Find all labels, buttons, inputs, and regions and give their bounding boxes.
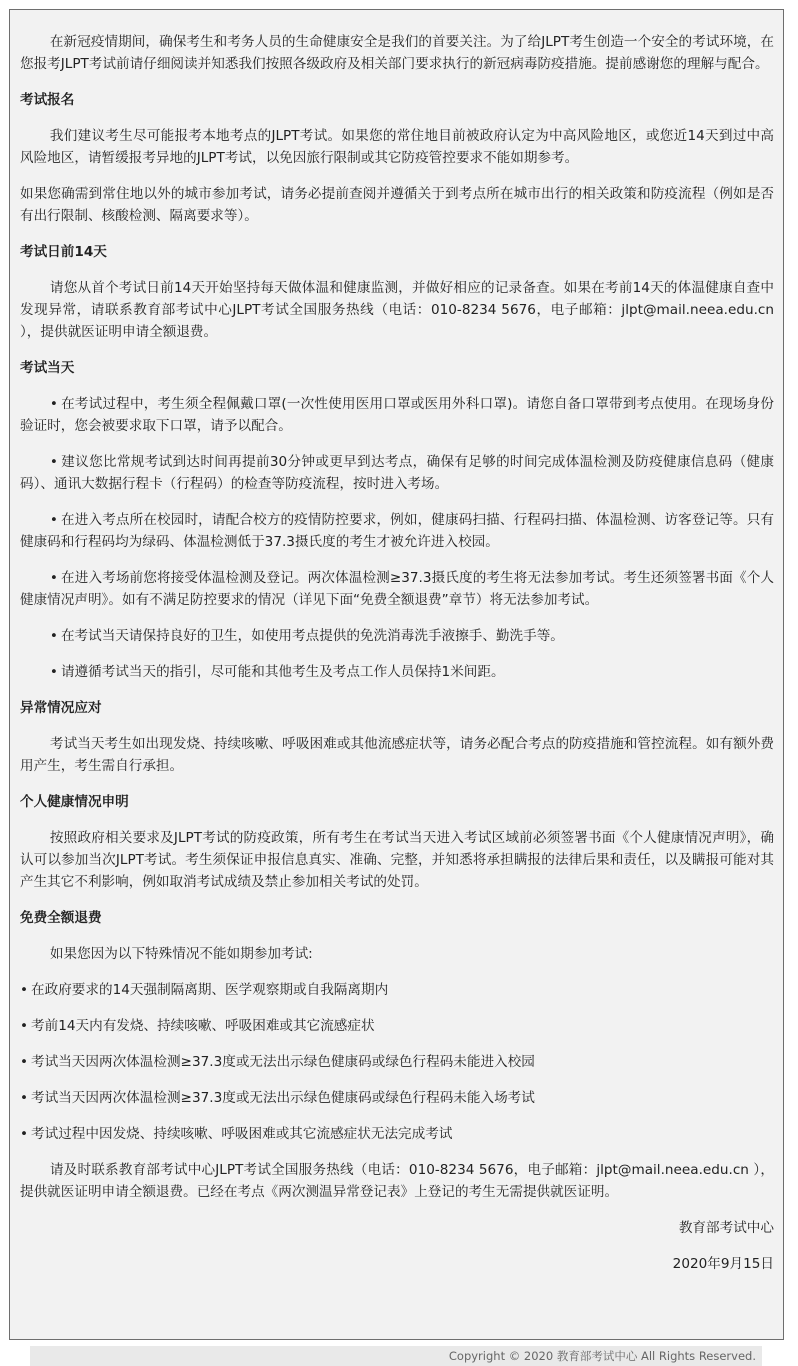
notice-content-box	[9, 9, 784, 1340]
section-heading-before-exam: 考试日前14天	[20, 244, 107, 260]
section-heading-abnormal: 异常情况应对	[20, 700, 102, 716]
refund-item	[20, 1123, 774, 1145]
refund-item-text: 考试当天因两次体温检测≥37.3度或无法出示绿色健康码或绿色行程码未能进入校园	[31, 1054, 535, 1070]
signature: 教育部考试中心	[678, 1220, 774, 1236]
bullet-icon: •	[20, 1018, 29, 1034]
exam-day-item-text: 请遵循考试当天的指引，尽可能和其他考生及考点工作人员保持1米间距。	[60, 664, 505, 680]
bullet-icon: •	[49, 512, 58, 528]
exam-day-item-text: 在考试过程中，考生须全程佩戴口罩(一次性使用医用口罩或医用外科口罩)。请您自备口罩带到考点使用。在现场身份验证时，您会被要求取下口罩，请予以配合。	[20, 396, 774, 434]
section-heading-health-declaration: 个人健康情况申明	[20, 794, 129, 810]
section-heading-refund: 免费全额退费	[20, 910, 102, 926]
exam-day-item	[20, 625, 774, 647]
exam-day-item	[20, 567, 774, 611]
registration-paragraph-1: 我们建议考生尽可能报考本地考点的JLPT考试。如果您的常住地目前被政府认定为中高风险地区，或您近14天到过中高风险地区，请暂缓报考异地的JLPT考试，以免因旅行限制或其它防疫管控要求不能如期参考。	[20, 128, 774, 166]
section-heading-exam-day: 考试当天	[20, 360, 75, 376]
refund-item-text: 考前14天内有发烧、持续咳嗽、呼吸困难或其它流感症状	[31, 1018, 375, 1034]
exam-day-item	[20, 451, 774, 495]
bullet-icon: •	[49, 454, 58, 470]
refund-item	[20, 1051, 774, 1073]
exam-day-item	[20, 509, 774, 553]
refund-item	[20, 1087, 774, 1109]
refund-item	[20, 1015, 774, 1037]
registration-paragraph-2: 如果您确需到常住地以外的城市参加考试，请务必提前查阅并遵循关于到考点所在城市出行的相关政策和防疫流程（例如是否有出行限制、核酸检测、隔离要求等）。	[20, 186, 774, 224]
abnormal-paragraph: 考试当天考生如出现发烧、持续咳嗽、呼吸困难或其他流感症状等，请务必配合考点的防疫措施和管控流程。如有额外费用产生，考生需自行承担。	[20, 736, 774, 774]
bullet-icon: •	[49, 664, 58, 680]
bullet-icon: •	[49, 628, 58, 644]
bullet-icon: •	[49, 570, 58, 586]
notice-date: 2020年9月15日	[672, 1256, 774, 1272]
refund-closing-paragraph: 请及时联系教育部考试中心JLPT考试全国服务热线（电话：010-8234 5676，电子邮箱：jlpt@mail.neea.edu.cn ），提供就医证明申请全额退费。已经在考点《两次测温异常登记表》上登记的考生无需提供就医证明。	[20, 1162, 774, 1200]
bullet-icon: •	[49, 396, 58, 412]
refund-item-text: 考试过程中因发烧、持续咳嗽、呼吸困难或其它流感症状无法完成考试	[31, 1126, 453, 1142]
before-exam-paragraph: 请您从首个考试日前14天开始坚持每天做体温和健康监测，并做好相应的记录备查。如果在考前14天的体温健康自查中发现异常，请联系教育部考试中心JLPT考试全国服务热线（电话：010-8234 5676，电子邮箱：jlpt@mail.neea.edu.cn ），提供就医证明申请全额退费。	[20, 280, 774, 340]
exam-day-item-text: 在考试当天请保持良好的卫生，如使用考点提供的免洗消毒洗手液擦手、勤洗手等。	[60, 628, 564, 644]
health-declaration-paragraph: 按照政府相关要求及JLPT考试的防疫政策，所有考生在考试当天进入考试区域前必须签署书面《个人健康情况声明》，确认可以参加当次JLPT考试。考生须保证申报信息真实、准确、完整，并知悉将承担瞒报的法律后果和责任，以及瞒报可能对其产生其它不利影响，例如取消考试成绩及禁止参加相关考试的处罚。	[20, 830, 774, 890]
exam-day-item	[20, 393, 774, 437]
section-heading-registration: 考试报名	[20, 92, 75, 108]
refund-item	[20, 979, 774, 1001]
bullet-icon: •	[20, 1090, 29, 1106]
bullet-icon: •	[20, 1054, 29, 1070]
exam-day-item	[20, 661, 774, 683]
refund-lead: 如果您因为以下特殊情况不能如期参加考试:	[49, 946, 313, 962]
bullet-icon: •	[20, 1126, 29, 1142]
intro-paragraph: 在新冠疫情期间，确保考生和考务人员的生命健康安全是我们的首要关注。为了给JLPT考生创造一个安全的考试环境，在您报考JLPT考试前请仔细阅读并知悉我们按照各级政府及相关部门要求执行的新冠病毒防疫措施。提前感谢您的理解与配合。	[20, 34, 774, 72]
refund-item-text: 在政府要求的14天强制隔离期、医学观察期或自我隔离期内	[31, 982, 389, 998]
footer-copyright: Copyright © 2020 教育部考试中心 All Rights Reserved.	[30, 1346, 762, 1366]
exam-day-item-text: 建议您比常规考试到达时间再提前30分钟或更早到达考点，确保有足够的时间完成体温检测及防疫健康信息码（健康码）、通讯大数据行程卡（行程码）的检查等防疫流程，按时进入考场。	[20, 454, 774, 492]
refund-item-text: 考试当天因两次体温检测≥37.3度或无法出示绿色健康码或绿色行程码未能入场考试	[31, 1090, 535, 1106]
exam-day-item-text: 在进入考点所在校园时，请配合校方的疫情防控要求，例如，健康码扫描、行程码扫描、体温检测、访客登记等。只有健康码和行程码均为绿码、体温检测低于37.3摄氏度的考生才被允许进入校园。	[20, 512, 774, 550]
exam-day-item-text: 在进入考场前您将接受体温检测及登记。两次体温检测≥37.3摄氏度的考生将无法参加考试。考生还须签署书面《个人健康情况声明》。如有不满足防控要求的情况（详见下面“免费全额退费”章节）将无法参加考试。	[20, 570, 774, 608]
bullet-icon: •	[20, 982, 29, 998]
